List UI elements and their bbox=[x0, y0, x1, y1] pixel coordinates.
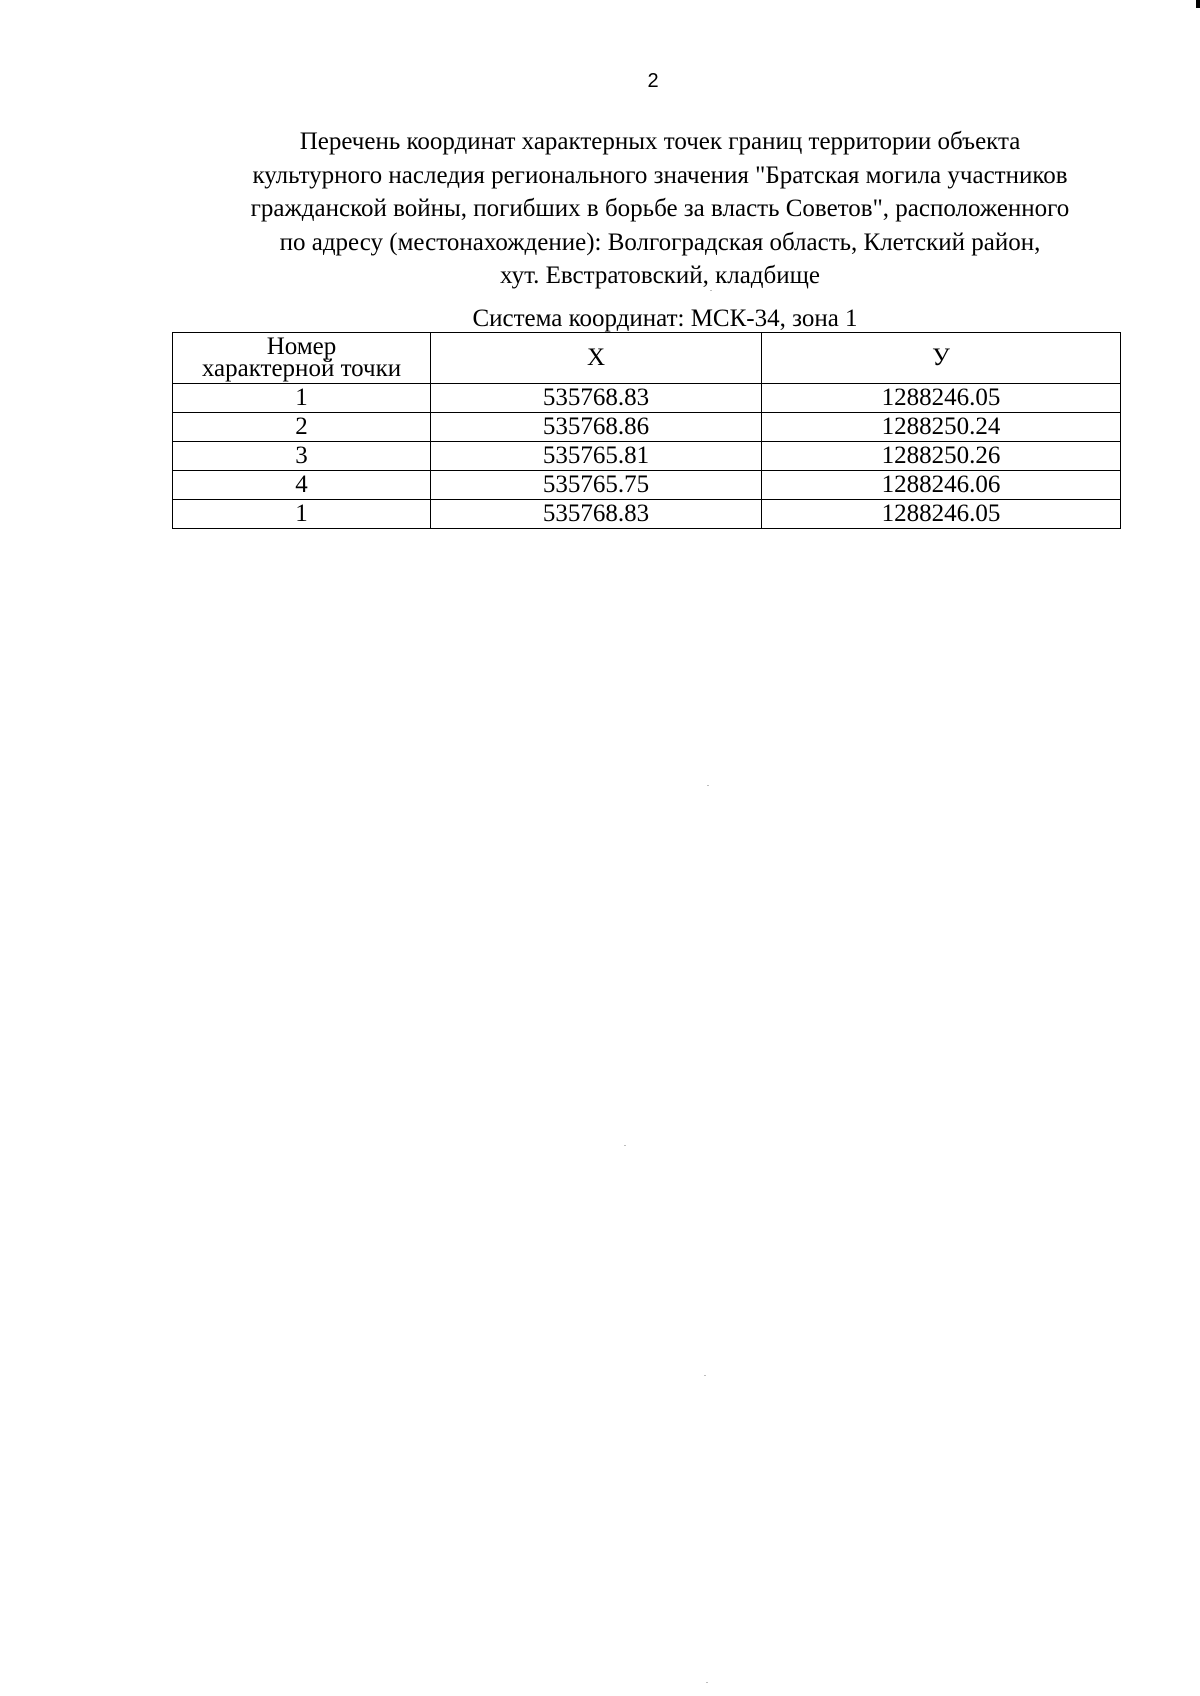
title-line: гражданской войны, погибших в борьбе за власть Советов", расположенного bbox=[250, 195, 1070, 222]
title-line: хут. Евстратовский, кладбище bbox=[500, 262, 820, 289]
scan-speck bbox=[704, 1375, 706, 1376]
scan-speck bbox=[624, 1145, 626, 1146]
x-header: X bbox=[431, 333, 762, 384]
point-number-cell: 1 bbox=[173, 500, 431, 529]
point-number-cell: 2 bbox=[173, 413, 431, 442]
point-number-cell: 4 bbox=[173, 471, 431, 500]
title-line: по адресу (местонахождение): Волгоградская область, Клетский район, bbox=[279, 228, 1041, 256]
document-title bbox=[170, 125, 1150, 293]
y-cell: 1288250.24 bbox=[762, 413, 1121, 442]
scan-speck bbox=[707, 785, 709, 786]
coordinate-system-label: Система координат: МСК-34, зона 1 bbox=[472, 305, 858, 332]
y-header: У bbox=[762, 333, 1121, 384]
table-row bbox=[173, 442, 1121, 471]
x-cell: 535768.83 bbox=[431, 500, 762, 529]
y-cell: 1288250.26 bbox=[762, 442, 1121, 471]
x-cell: 535768.83 bbox=[431, 384, 762, 413]
x-cell: 535765.75 bbox=[431, 471, 762, 500]
y-cell: 1288246.05 bbox=[762, 500, 1121, 529]
point-number-header bbox=[173, 333, 431, 384]
scan-speck bbox=[710, 290, 712, 291]
point-number-cell: 1 bbox=[173, 384, 431, 413]
table-row bbox=[173, 384, 1121, 413]
point-number-cell: 3 bbox=[173, 442, 431, 471]
point-number-header-line: Номер bbox=[266, 333, 337, 360]
title-line: Перечень координат характерных точек границ территории объекта bbox=[299, 128, 1021, 155]
scan-speck bbox=[706, 1682, 708, 1683]
y-cell: 1288246.06 bbox=[762, 471, 1121, 500]
point-number-header-line: характерной точки bbox=[201, 355, 402, 382]
title-line: культурного наследия регионального значения "Братская могила участников bbox=[252, 161, 1068, 189]
coordinates-table bbox=[172, 332, 1121, 529]
table-header-row bbox=[173, 333, 1121, 384]
table-row bbox=[173, 413, 1121, 442]
x-cell: 535768.86 bbox=[431, 413, 762, 442]
y-cell: 1288246.05 bbox=[762, 384, 1121, 413]
table-row bbox=[173, 500, 1121, 529]
page-number: 2 bbox=[647, 70, 659, 92]
scan-edge-mark bbox=[1196, 0, 1200, 8]
x-cell: 535765.81 bbox=[431, 442, 762, 471]
table-row bbox=[173, 471, 1121, 500]
